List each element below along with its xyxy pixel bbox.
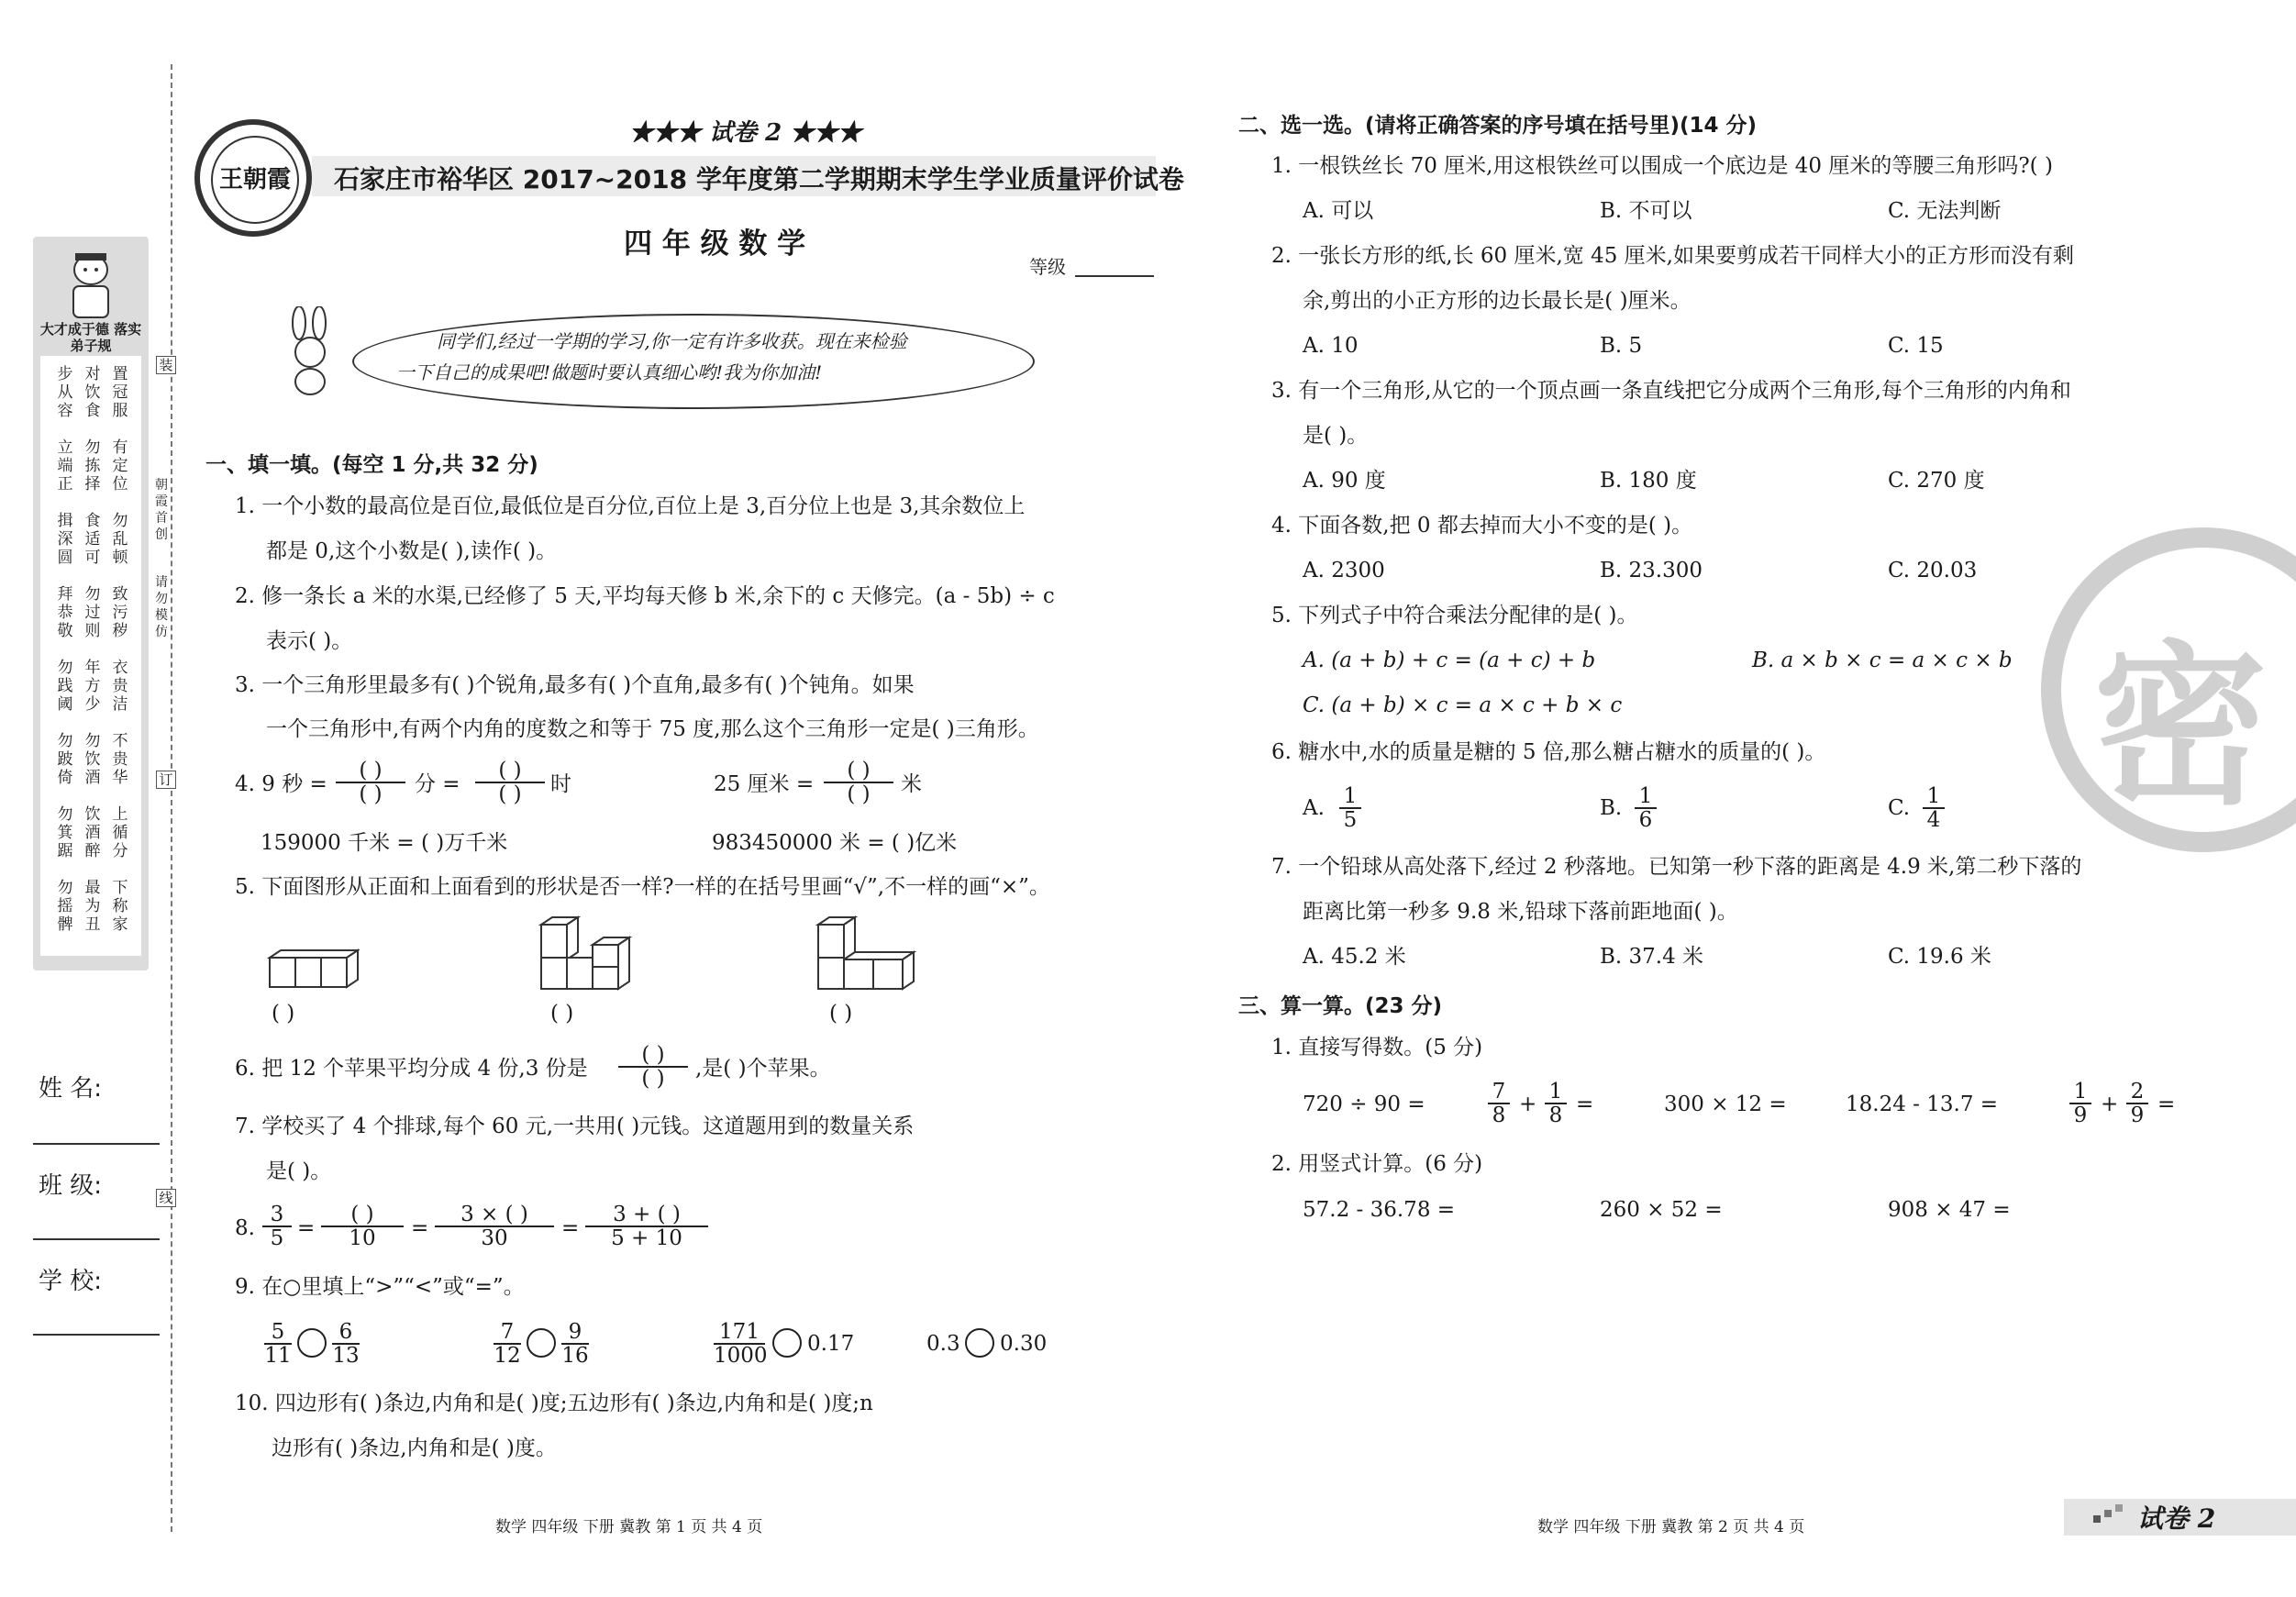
footer-dots-icon bbox=[2093, 1503, 2126, 1528]
frac-num[interactable]: ( ) bbox=[359, 759, 383, 782]
frac-den: 9 bbox=[2130, 1103, 2145, 1127]
frac-num: 1 bbox=[1343, 784, 1358, 808]
s3-q1-e1: 720 ÷ 90 = bbox=[1303, 1092, 1425, 1116]
seal-mark-2: 订 bbox=[156, 771, 176, 789]
s2-q6-opt-c-frac bbox=[1923, 785, 1945, 831]
frac-num: 1 bbox=[1926, 784, 1941, 808]
class-line[interactable] bbox=[33, 1238, 160, 1240]
q9-c-left bbox=[714, 1320, 768, 1368]
paper-badge: ★★★ 试卷 2 ★★★ bbox=[629, 119, 862, 147]
frac-den: 8 bbox=[1548, 1103, 1563, 1127]
s2-q2-opt-a[interactable]: A. 10 bbox=[1303, 334, 1359, 358]
q8-frac-2 bbox=[321, 1203, 404, 1249]
s2-q5-opt-b[interactable]: B. a × b × c = a × c × b bbox=[1752, 649, 2013, 672]
s2-q7-opt-c[interactable]: C. 19.6 米 bbox=[1888, 945, 1991, 969]
q4-frac-1 bbox=[336, 760, 405, 805]
footer-right: 数学 四年级 下册 冀教 第 2 页 共 4 页 bbox=[1537, 1518, 1805, 1536]
q9-c-circle[interactable] bbox=[772, 1328, 802, 1358]
rule-text: 食适可 bbox=[84, 512, 101, 567]
motto-top: 大才成于德 落实弟子规 bbox=[39, 321, 142, 354]
s2-q1-opt-c[interactable]: C. 无法判断 bbox=[1888, 199, 2002, 223]
rules-box bbox=[40, 356, 141, 956]
s2-q6-opt-b-label[interactable]: B. bbox=[1600, 796, 1623, 820]
q8-label: 8. bbox=[235, 1216, 255, 1240]
s2-q2-opt-b[interactable]: B. 5 bbox=[1600, 334, 1643, 358]
frac-num: 7 bbox=[1492, 1080, 1506, 1103]
s3-q1-e3: 300 × 12 = bbox=[1664, 1092, 1787, 1116]
q9-c-right: 0.17 bbox=[807, 1332, 855, 1356]
q8-frac-3 bbox=[435, 1203, 554, 1249]
q1-line-a: 1. 一个小数的最高位是百位,最低位是百分位,百位上是 3,百分位上也是 3,其余数位上 bbox=[235, 494, 1026, 518]
mascot-figure bbox=[61, 250, 121, 325]
q9-a-right bbox=[332, 1321, 360, 1367]
s2-q2-line-a: 2. 一张长方形的纸,长 60 厘米,宽 45 厘米,如果要剪成若干同样大小的正方形而没有剩 bbox=[1271, 244, 2074, 268]
frac-den[interactable]: ( ) bbox=[359, 782, 383, 806]
q9-b-right bbox=[561, 1321, 589, 1367]
s3-q1-eq-1: = bbox=[1576, 1092, 1594, 1116]
s2-q3-opt-b[interactable]: B. 180 度 bbox=[1600, 469, 1697, 493]
s3-q2-item-1: 57.2 - 36.78 = bbox=[1303, 1198, 1456, 1222]
frac-den[interactable]: ( ) bbox=[641, 1067, 665, 1091]
section2-heading: 二、选一选。(请将正确答案的序号填在括号里)(14 分) bbox=[1238, 114, 1758, 138]
q4-text-1: 4. 9 秒 = bbox=[235, 772, 327, 796]
rule-text: 有定位 bbox=[112, 438, 128, 494]
s2-q2-opt-c[interactable]: C. 15 bbox=[1888, 334, 1944, 358]
s3-q1-f2-b bbox=[2126, 1081, 2148, 1126]
q4-line-b1: 159000 千米 = ( )万千米 bbox=[261, 831, 508, 855]
s2-q7-opt-a[interactable]: A. 45.2 米 bbox=[1303, 945, 1406, 969]
rule-text: 勿践阈 bbox=[57, 659, 73, 714]
rule-text: 勿乱顿 bbox=[112, 512, 128, 567]
s3-q2: 2. 用竖式计算。(6 分) bbox=[1271, 1152, 1483, 1176]
q7-line-b: 是( )。 bbox=[266, 1159, 332, 1183]
rule-text: 置冠服 bbox=[112, 365, 128, 420]
frac-num: 2 bbox=[2130, 1080, 2145, 1103]
s2-q1-opt-b[interactable]: B. 不可以 bbox=[1600, 199, 1692, 223]
rule-text: 下称家 bbox=[112, 879, 128, 934]
q9-b-circle[interactable] bbox=[527, 1328, 556, 1358]
frac-num: 6 bbox=[338, 1320, 353, 1344]
q4-text-3: 时 bbox=[550, 772, 571, 796]
q5-blank-3[interactable]: ( ) bbox=[829, 1002, 853, 1026]
q9-d-left: 0.3 bbox=[926, 1332, 960, 1356]
q6-frac bbox=[618, 1044, 688, 1090]
name-line[interactable] bbox=[33, 1143, 160, 1145]
frac-num[interactable]: ( ) bbox=[847, 759, 871, 782]
s2-q4: 4. 下面各数,把 0 都去掉而大小不变的是( )。 bbox=[1271, 514, 1693, 538]
q6-text-b: ,是( )个苹果。 bbox=[695, 1057, 831, 1081]
s2-q7-line-a: 7. 一个铅球从高处落下,经过 2 秒落地。已知第一秒下落的距离是 4.9 米,第二秒下落的 bbox=[1271, 855, 2082, 879]
frac-den: 8 bbox=[1492, 1103, 1506, 1127]
q4-frac-2 bbox=[475, 760, 545, 805]
s3-q1-f1-a bbox=[1488, 1081, 1510, 1126]
intro-line-1: 同学们,经过一学期的学习,你一定有许多收获。现在来检验 bbox=[437, 330, 907, 352]
q9-a-circle[interactable] bbox=[297, 1328, 327, 1358]
s2-q6: 6. 糖水中,水的质量是糖的 5 倍,那么糖占糖水的质量的( )。 bbox=[1271, 740, 1826, 764]
rule-text: 饮酒醉 bbox=[84, 805, 101, 860]
s2-q6-opt-a-frac bbox=[1339, 785, 1361, 831]
rule-text: 勿箕踞 bbox=[57, 805, 73, 860]
q2-line-a: 2. 修一条长 a 米的水渠,已经修了 5 天,平均每天修 b 米,余下的 c 天修完。(a - 5b) ÷ c bbox=[235, 584, 1055, 608]
q4-frac-3 bbox=[824, 760, 893, 805]
s2-q4-opt-c[interactable]: C. 20.03 bbox=[1888, 559, 1978, 582]
rule-text: 拜恭敬 bbox=[57, 585, 73, 640]
q1-line-b: 都是 0,这个小数是( ),读作( )。 bbox=[266, 539, 558, 563]
s2-q3-opt-a[interactable]: A. 90 度 bbox=[1303, 469, 1386, 493]
q2-line-b: 表示( )。 bbox=[266, 629, 353, 653]
s2-q6-opt-c-label[interactable]: C. bbox=[1888, 796, 1911, 820]
frac-num[interactable]: ( ) bbox=[641, 1043, 665, 1067]
rule-text: 勿饮酒 bbox=[84, 732, 101, 787]
frac-num[interactable]: ( ) bbox=[350, 1203, 374, 1226]
frac-num[interactable]: 3 + ( ) bbox=[613, 1203, 681, 1226]
frac-den: 5 bbox=[270, 1226, 284, 1250]
frac-den: 12 bbox=[494, 1344, 521, 1368]
q5-figure-2 bbox=[536, 915, 637, 991]
s3-q1-e4: 18.24 - 13.7 = bbox=[1846, 1092, 1999, 1116]
s2-q2-line-b: 余,剪出的小正方形的边长最长是( )厘米。 bbox=[1303, 289, 1691, 313]
publisher-logo bbox=[194, 119, 312, 237]
s3-q2-item-3: 908 × 47 = bbox=[1888, 1198, 2011, 1222]
rabbit-mascot-icon bbox=[277, 306, 343, 398]
frac-den: 13 bbox=[332, 1344, 360, 1368]
frac-den: 30 bbox=[481, 1226, 508, 1250]
rule-text: 勿拣择 bbox=[84, 438, 101, 494]
s2-q4-opt-a[interactable]: A. 2300 bbox=[1303, 559, 1385, 582]
s2-q3-line-a: 3. 有一个三角形,从它的一个顶点画一条直线把它分成两个三角形,每个三角形的内角和 bbox=[1271, 379, 2071, 403]
frac-num: 7 bbox=[500, 1320, 515, 1344]
q4-line-b2: 983450000 米 = ( )亿米 bbox=[712, 831, 958, 855]
frac-den[interactable]: ( ) bbox=[498, 782, 522, 806]
school-label: 学 校: bbox=[39, 1268, 103, 1295]
rule-text: 步从容 bbox=[57, 365, 73, 420]
rule-text: 不贵华 bbox=[112, 732, 128, 787]
frac-num: 1 bbox=[1638, 784, 1653, 808]
motto-panel bbox=[33, 237, 149, 970]
q5-blank-1[interactable]: ( ) bbox=[272, 1002, 295, 1026]
s2-q1-opt-a[interactable]: A. 可以 bbox=[1303, 199, 1374, 223]
class-label: 班 级: bbox=[39, 1172, 103, 1200]
q10-line-a: 10. 四边形有( )条边,内角和是( )度;五边形有( )条边,内角和是( )度;n bbox=[235, 1392, 873, 1415]
q4-text-2: 分 = bbox=[415, 772, 460, 796]
frac-den: 10 bbox=[349, 1226, 376, 1250]
q4-text-5: 米 bbox=[901, 772, 922, 796]
s3-q1-plus-1: + bbox=[1519, 1092, 1537, 1116]
name-label: 姓 名: bbox=[39, 1075, 103, 1103]
q4-text-4: 25 厘米 = bbox=[714, 772, 815, 796]
side-note-2: 请勿模仿 bbox=[155, 575, 168, 639]
frac-den: 5 bbox=[1343, 808, 1358, 832]
frac-num: 5 bbox=[271, 1320, 285, 1344]
frac-den: 11 bbox=[264, 1344, 292, 1368]
s2-q4-opt-b[interactable]: B. 23.300 bbox=[1600, 559, 1703, 582]
school-line[interactable] bbox=[33, 1334, 160, 1336]
s3-q1-eq-2: = bbox=[2157, 1092, 2176, 1116]
frac-num[interactable]: ( ) bbox=[498, 759, 522, 782]
rule-text: 勿摇髀 bbox=[57, 879, 73, 934]
s2-q1: 1. 一根铁丝长 70 厘米,用这根铁丝可以围成一个底边是 40 厘米的等腰三角形吗?( ) bbox=[1271, 154, 2053, 178]
frac-den: 16 bbox=[561, 1344, 589, 1368]
grade-label: 等级 bbox=[1029, 256, 1066, 278]
s2-q7-line-b: 距离比第一秒多 9.8 米,铅球下落前距地面( )。 bbox=[1303, 900, 1738, 924]
rule-text: 上循分 bbox=[112, 805, 128, 860]
s2-q7-opt-b[interactable]: B. 37.4 米 bbox=[1600, 945, 1704, 969]
frac-den: 5 + 10 bbox=[611, 1226, 682, 1250]
q8-frac-1 bbox=[262, 1203, 292, 1249]
binding-line bbox=[171, 64, 172, 1532]
s3-q1-plus-2: + bbox=[2101, 1092, 2119, 1116]
q5-figure-3 bbox=[815, 915, 917, 991]
section3-heading: 三、算一算。(23 分) bbox=[1238, 994, 1443, 1018]
frac-den: 4 bbox=[1926, 808, 1941, 832]
s2-q3-opt-c[interactable]: C. 270 度 bbox=[1888, 469, 1985, 493]
q3-line-a: 3. 一个三角形里最多有( )个锐角,最多有( )个直角,最多有( )个钝角。如果 bbox=[235, 673, 915, 697]
s2-q5: 5. 下列式子中符合乘法分配律的是( )。 bbox=[1271, 604, 1638, 627]
frac-num: 171 bbox=[719, 1320, 760, 1344]
s2-q6-opt-b-frac bbox=[1635, 785, 1657, 831]
logo-text: 王朝霞 bbox=[211, 136, 299, 224]
rule-text: 致污秽 bbox=[112, 585, 128, 640]
frac-den: 6 bbox=[1638, 808, 1653, 832]
rule-text: 立端正 bbox=[57, 438, 73, 494]
q9-a-left bbox=[264, 1321, 292, 1367]
frac-num[interactable]: 3 × ( ) bbox=[460, 1203, 528, 1226]
rule-text: 揖深圆 bbox=[57, 512, 73, 567]
q10-line-b: 边形有( )条边,内角和是( )度。 bbox=[272, 1436, 557, 1460]
q9-b-left bbox=[494, 1321, 521, 1367]
frac-den: 1000 bbox=[714, 1344, 768, 1368]
s2-q5-opt-a[interactable]: A. (a + b) + c = (a + c) + b bbox=[1303, 649, 1596, 672]
q5-text: 5. 下面图形从正面和上面看到的形状是否一样?一样的在括号里画“√”,不一样的画“×”。 bbox=[235, 875, 1050, 899]
frac-num: 3 bbox=[270, 1203, 284, 1226]
q9-d-circle[interactable] bbox=[965, 1328, 994, 1358]
q5-blank-2[interactable]: ( ) bbox=[550, 1002, 574, 1026]
s3-q1-f1-b bbox=[1545, 1081, 1567, 1126]
footer-badge: 试卷 2 bbox=[2137, 1503, 2216, 1534]
s3-q1-f2-a bbox=[2069, 1081, 2091, 1126]
q8-eq-1: = bbox=[297, 1216, 316, 1240]
s3-q1: 1. 直接写得数。(5 分) bbox=[1271, 1036, 1483, 1059]
q9-d-right: 0.30 bbox=[1000, 1332, 1048, 1356]
q5-figure-1 bbox=[262, 948, 360, 989]
rule-text: 最为丑 bbox=[84, 879, 101, 934]
rule-text: 年方少 bbox=[84, 659, 101, 714]
rule-text: 勿跛倚 bbox=[57, 732, 73, 787]
seal-mark-1: 装 bbox=[156, 356, 176, 374]
frac-num: 1 bbox=[2073, 1080, 2088, 1103]
q7-line-a: 7. 学校买了 4 个排球,每个 60 元,一共用( )元钱。这道题用到的数量关系 bbox=[235, 1115, 915, 1138]
q3-line-b: 一个三角形中,有两个内角的度数之和等于 75 度,那么这个三角形一定是( )三角形。 bbox=[266, 717, 1039, 741]
side-note-1: 朝霞首创 bbox=[155, 478, 168, 542]
intro-line-2: 一下自己的成果吧!做题时要认真细心哟!我为你加油! bbox=[396, 361, 823, 383]
footer-left: 数学 四年级 下册 冀教 第 1 页 共 4 页 bbox=[495, 1518, 763, 1536]
s2-q3-line-b: 是( )。 bbox=[1303, 424, 1369, 448]
s3-q2-item-2: 260 × 52 = bbox=[1600, 1198, 1723, 1222]
subject-title: 四 年 级 数 学 bbox=[624, 227, 806, 261]
rule-text: 对饮食 bbox=[84, 365, 101, 420]
confidential-seal-text: 密 bbox=[2093, 626, 2268, 828]
frac-den[interactable]: ( ) bbox=[847, 782, 871, 806]
q8-eq-2: = bbox=[411, 1216, 429, 1240]
s2-q6-opt-a-label[interactable]: A. bbox=[1303, 796, 1325, 820]
grade-line[interactable] bbox=[1075, 275, 1154, 277]
rule-text: 衣贵洁 bbox=[112, 659, 128, 714]
q8-frac-4 bbox=[585, 1203, 708, 1249]
q8-eq-3: = bbox=[561, 1216, 580, 1240]
q6-text-a: 6. 把 12 个苹果平均分成 4 份,3 份是 bbox=[235, 1057, 588, 1081]
section1-heading: 一、填一填。(每空 1 分,共 32 分) bbox=[205, 453, 538, 477]
q9-text: 9. 在○里填上“>”“<”或“=”。 bbox=[235, 1275, 525, 1299]
frac-num: 1 bbox=[1548, 1080, 1563, 1103]
seal-mark-3: 线 bbox=[156, 1189, 176, 1207]
exam-title: 石家庄市裕华区 2017~2018 学年度第二学期期末学生学业质量评价试卷 bbox=[334, 164, 1184, 194]
s2-q5-opt-c[interactable]: C. (a + b) × c = a × c + b × c bbox=[1303, 693, 1623, 717]
rule-text: 勿过则 bbox=[84, 585, 101, 640]
frac-den: 9 bbox=[2073, 1103, 2088, 1127]
frac-num: 9 bbox=[568, 1320, 582, 1344]
